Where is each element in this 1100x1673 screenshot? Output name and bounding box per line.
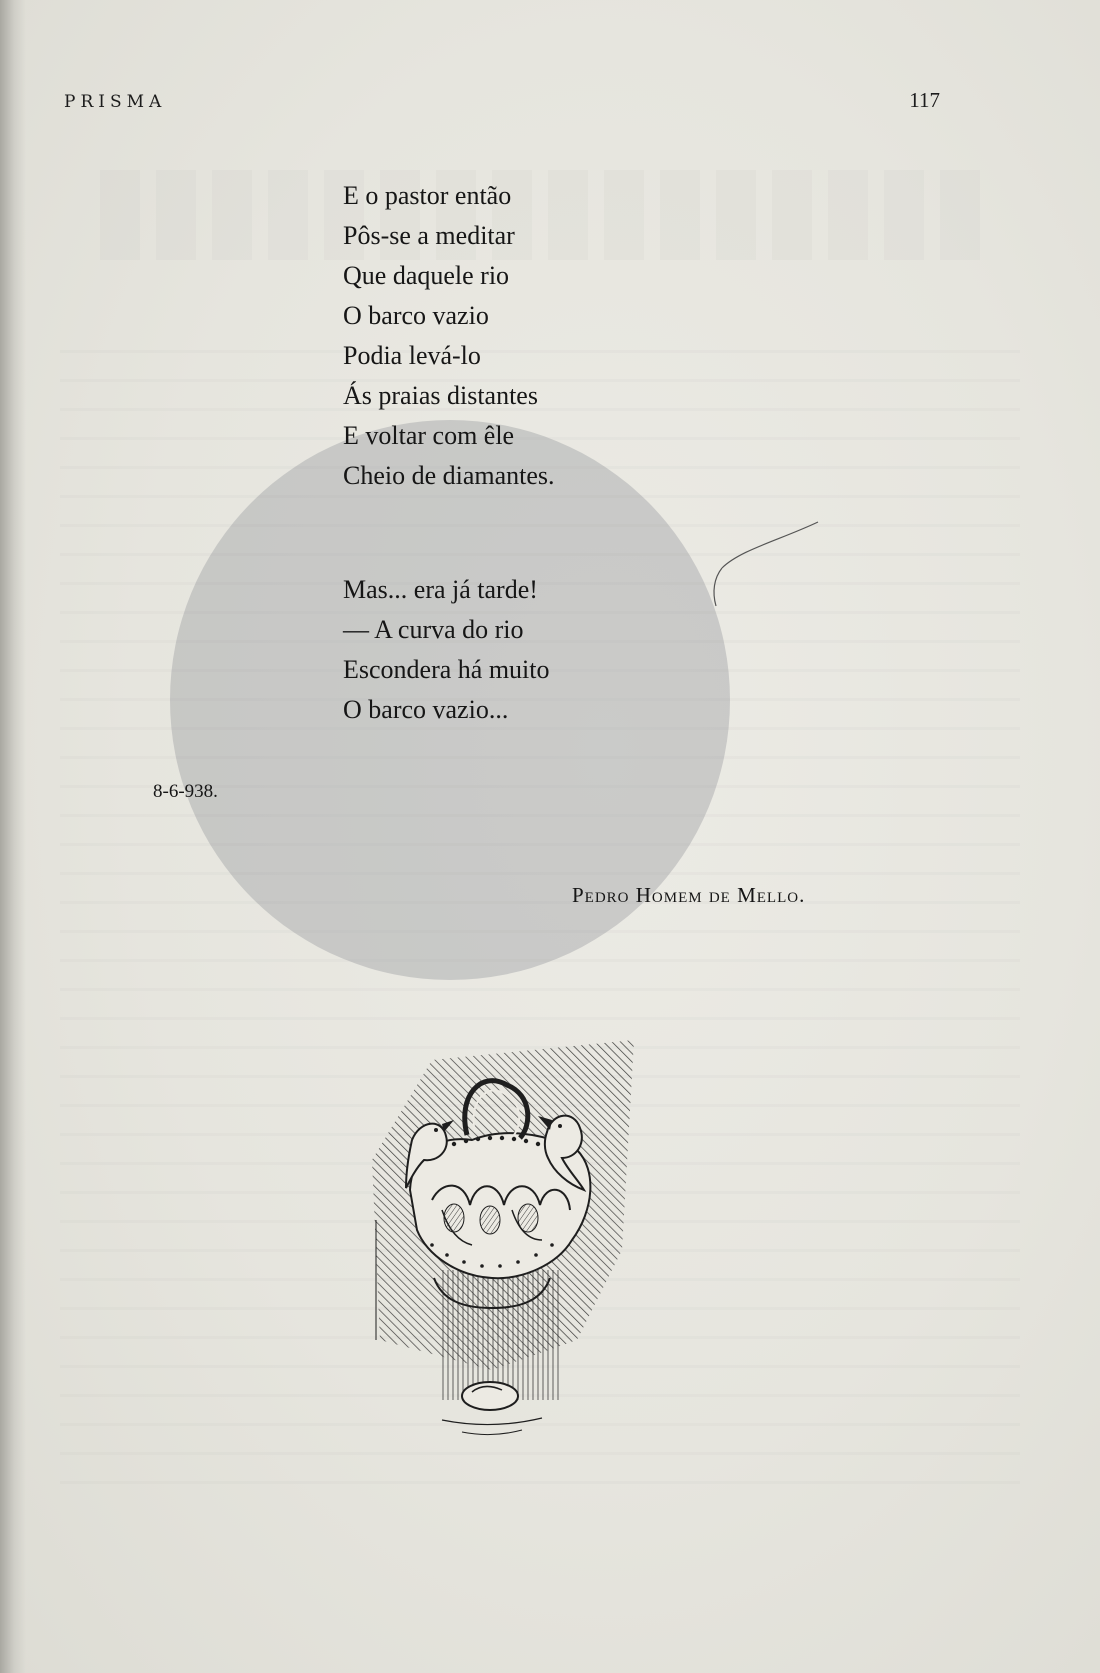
- poem-date: 8-6-938.: [153, 781, 218, 802]
- poem-line: E o pastor então: [343, 181, 512, 210]
- poem-line: Ás praias distantes: [343, 381, 538, 410]
- poem-stanza-2: [343, 570, 550, 730]
- poem-author: Pedro Homem de Mello.: [572, 883, 806, 907]
- poem-line: Que daquele rio: [343, 261, 510, 290]
- ink-drawing-ornate-vessel-with-birds-icon: [372, 1040, 640, 1460]
- page-gutter-shadow: [0, 0, 26, 1673]
- poem-line: O barco vazio: [343, 301, 489, 330]
- poem-line: E voltar com êle: [343, 421, 515, 450]
- page-number: 117: [909, 88, 940, 112]
- poem-line: Cheio de diamantes.: [343, 461, 555, 490]
- poem-line: Podia levá-lo: [343, 341, 481, 370]
- poem-line: Mas... era já tarde!: [343, 575, 538, 604]
- pen-stroke-mark: [700, 520, 820, 610]
- poem-line: Escondera há muito: [343, 655, 550, 684]
- poem-line: O barco vazio...: [343, 695, 509, 724]
- poem-stanza-1: [343, 176, 555, 496]
- poem-line: — A curva do rio: [343, 615, 524, 644]
- running-title: PRISMA: [64, 92, 167, 112]
- poem-line: Pôs-se a meditar: [343, 221, 515, 250]
